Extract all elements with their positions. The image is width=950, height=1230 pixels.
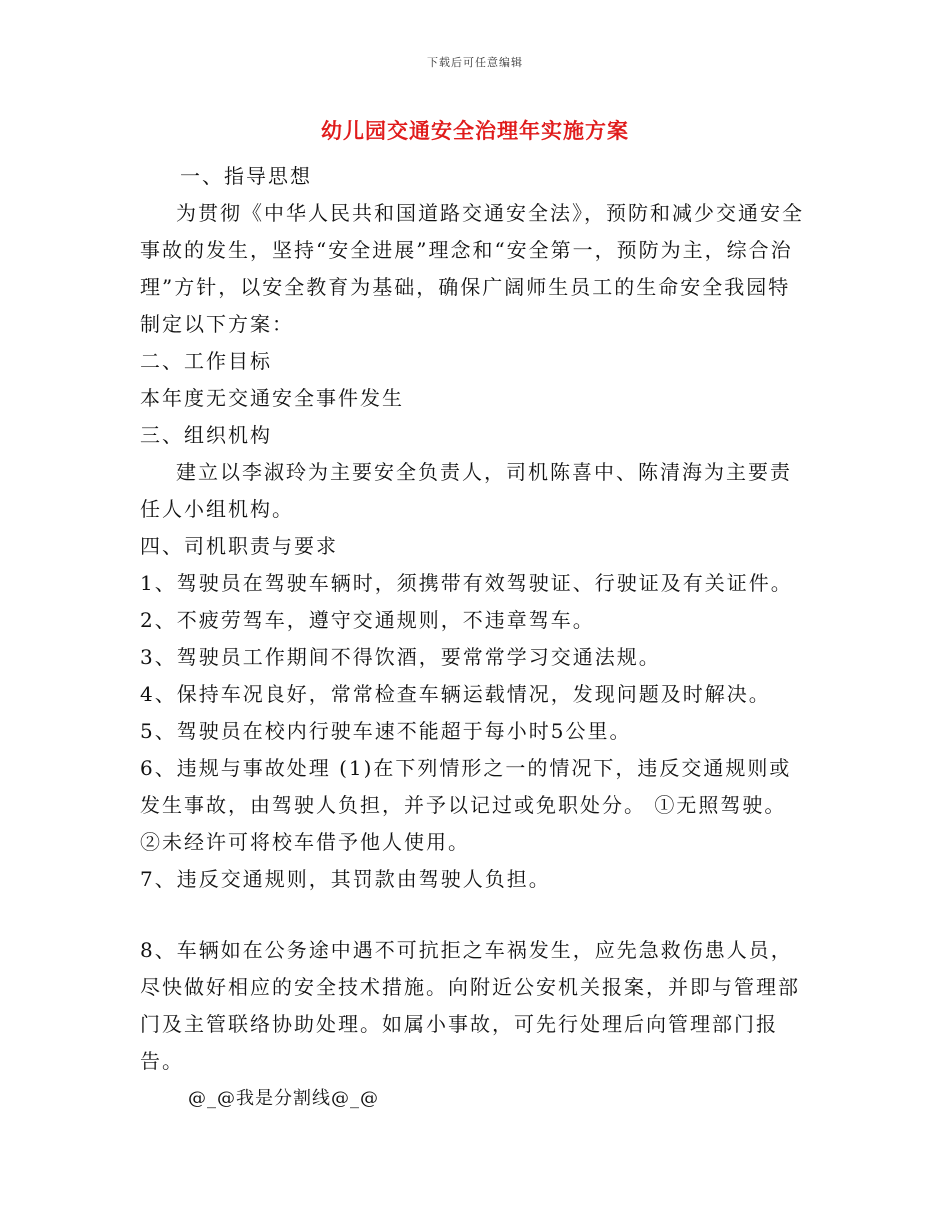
list-item: 2、不疲劳驾车，遵守交通规则，不违章驾车。 — [140, 608, 595, 632]
list-item: 6、违规与事故处理 (1)在下列情形之一的情况下，违反交通规则或发生事故，由驾驶人负担，并予以记过或免职处分。 ①无照驾驶。 ②未经许可将校车借予他人使用。 — [140, 756, 792, 854]
section-heading-guiding-thought: 一、指导思想 — [180, 164, 312, 188]
list-item: 8、车辆如在公务途中遇不可抗拒之车祸发生，应先急救伤患人员，尽快做好相应的安全技术措施。向附近公安机关报案，并即与管理部门及主管联络协助处理。如属小事故，可先行处理后向管理部门报告。 — [140, 938, 800, 1073]
list-item: 5、驾驶员在校内行驶车速不能超于每小时5公里。 — [140, 719, 632, 743]
section-body-organization: 建立以李淑玲为主要安全负责人，司机陈喜中、陈清海为主要责任人小组机构。 — [140, 460, 792, 521]
section-body-work-goal: 本年度无交通安全事件发生 — [140, 386, 404, 410]
document-body — [140, 158, 808, 1117]
section-heading-driver-duties: 四、司机职责与要求 — [140, 534, 338, 558]
header-note: 下载后可任意编辑 — [427, 56, 523, 69]
section-heading-organization: 三、组织机构 — [140, 423, 272, 447]
list-item: 1、驾驶员在驾驶车辆时，须携带有效驾驶证、行驶证及有关证件。 — [140, 571, 793, 595]
list-item: 3、驾驶员工作期间不得饮酒，要常常学习交通法规。 — [140, 645, 661, 669]
document-title: 幼儿园交通安全治理年实施方案 — [321, 119, 629, 143]
section-heading-work-goal: 二、工作目标 — [140, 349, 272, 373]
paragraph-gap — [140, 898, 808, 932]
list-item: 4、保持车况良好，常常检查车辆运载情况，发现问题及时解决。 — [140, 682, 771, 706]
list-item: 7、违反交通规则，其罚款由驾驶人负担。 — [140, 867, 551, 891]
section-body-guiding-thought: 为贯彻《中华人民共和国道路交通安全法》，预防和减少交通安全事故的发生，坚持“安全进展”理念和“安全第一，预防为主，综合治理”方针，以安全教育为基础，确保广阔师生员工的生命安全我园特制定以下方案： — [140, 201, 804, 336]
divider-text: @_@我是分割线@_@ — [188, 1088, 379, 1109]
